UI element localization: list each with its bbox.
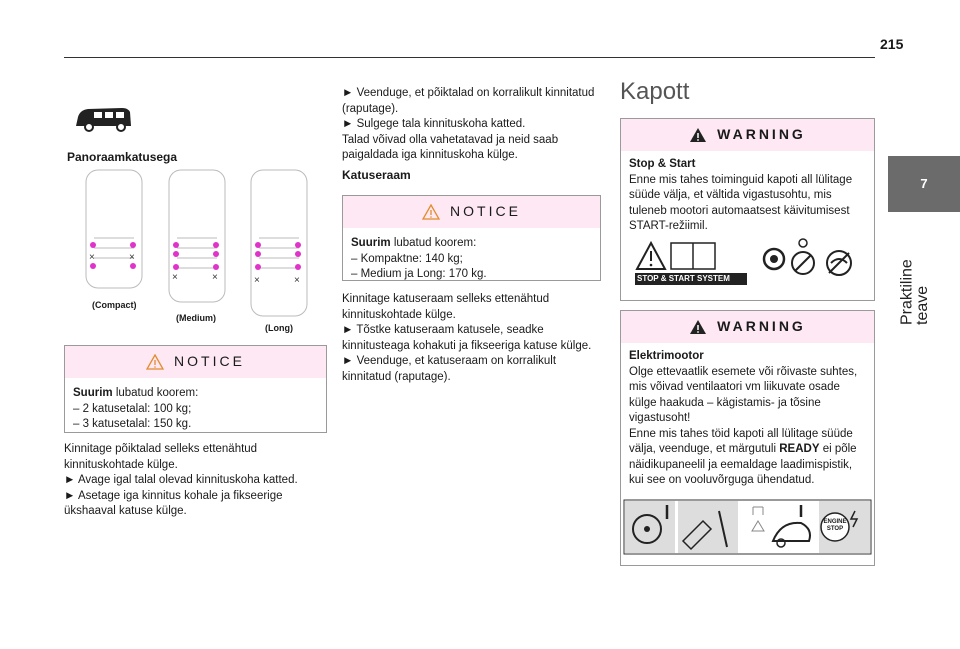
- warning-title: WARNING: [717, 126, 806, 143]
- svg-text:×: ×: [254, 275, 260, 286]
- stop-start-illustration: [633, 237, 861, 289]
- page-number: 215: [880, 36, 904, 52]
- svg-text:×: ×: [89, 252, 95, 263]
- warning-text: ei põle näidikupaneelil ja eemaldage laadimispistik, kui see on vooluvõrguga ühendatud.: [629, 443, 857, 486]
- warning-header: [621, 311, 874, 343]
- van-icon: [72, 104, 134, 134]
- warning-box-2: [620, 310, 875, 566]
- paragraph: Talad võivad olla vahetatavad ja neid saab paigaldada iga kinnituskoha külge.: [342, 133, 559, 161]
- warning-header: [621, 119, 874, 151]
- svg-text:×: ×: [294, 275, 300, 286]
- notice-title: NOTICE: [450, 203, 521, 220]
- label-compact: (Compact): [92, 300, 137, 310]
- warning-triangle-icon: [146, 354, 164, 370]
- paragraph: ► Tõstke katuseraam katusele, seadke kinnitusteaga kohakuti ja fikseeriga katuse külge.: [342, 324, 592, 352]
- notice-title: NOTICE: [174, 353, 245, 370]
- notice-line: – Medium ja Long: 170 kg.: [351, 268, 487, 280]
- notice-header: [65, 346, 326, 378]
- stop-start-badge: STOP & START SYSTEM: [637, 274, 730, 283]
- paragraph: Kinnitage põiktalad selleks ettenähtud kinnituskohtade külge.: [64, 443, 258, 471]
- notice-bold: Suurim: [73, 387, 113, 399]
- paragraph: ► Veenduge, et põiktalad on korralikult kinnitatud (raputage).: [342, 87, 595, 115]
- header-rule: [64, 57, 875, 58]
- chapter-tab[interactable]: 7: [888, 156, 960, 212]
- engine-stop-button: ENGINE STOP: [823, 519, 847, 532]
- katuseraam-heading: Katuseraam: [342, 168, 411, 182]
- notice-line: – 2 katusetalal: 100 kg;: [73, 402, 192, 415]
- warning-box-1: [620, 118, 875, 301]
- section-title: Kapott: [620, 78, 690, 105]
- label-medium: (Medium): [176, 313, 216, 323]
- notice-text: lubatud koorem:: [390, 237, 477, 249]
- paragraph: ► Asetage iga kinnitus kohale ja fikseerige ükshaaval katuse külge.: [64, 489, 283, 517]
- warning-subtitle: Stop & Start: [629, 158, 696, 170]
- paragraph: ► Avage igal talal olevad kinnituskoha katted.: [64, 474, 298, 486]
- panorama-heading: Panoraamkatusega: [67, 150, 178, 164]
- warning-triangle-icon: [689, 319, 707, 335]
- svg-text:×: ×: [172, 272, 178, 283]
- warning-triangle-icon: [422, 204, 440, 220]
- paragraph: ► Sulgege tala kinnituskoha katted.: [342, 118, 526, 130]
- electric-motor-illustration: [623, 499, 872, 555]
- notice-text: lubatud koorem:: [112, 387, 199, 399]
- svg-text:×: ×: [212, 272, 218, 283]
- warning-text: Enne mis tahes töid kapoti all lülitage süüde välja, veenduge, et märgutuli: [629, 427, 853, 455]
- paragraph: Kinnitage katuseraam selleks ettenähtud kinnituskohtade külge.: [342, 293, 550, 321]
- svg-text:×: ×: [129, 252, 135, 263]
- notice-line: – Kompaktne: 140 kg;: [351, 252, 463, 265]
- chapter-title: Praktiline teave: [898, 259, 931, 325]
- paragraph: ► Veenduge, et katuseraam on korralikult kinnitatud (raputage).: [342, 355, 557, 383]
- notice-box-1: [64, 345, 327, 433]
- notice-line: – 3 katusetalal: 150 kg.: [73, 418, 192, 430]
- warning-title: WARNING: [717, 318, 806, 335]
- notice-bold: Suurim: [351, 237, 391, 249]
- warning-text: Enne mis tahes toiminguid kapoti all lülitage süüde välja, et vältida vigastusohtu, mis tuleneb mootori automaatsest käivitumisest START-režiimil.: [629, 173, 853, 232]
- label-long: (Long): [265, 323, 293, 333]
- warning-triangle-icon: [689, 127, 707, 143]
- notice-header: [343, 196, 600, 228]
- notice-box-2: [342, 195, 601, 281]
- ready-label: READY: [779, 443, 820, 455]
- warning-text: Olge ettevaatlik esemete või rõivaste suhtes, mis võivad ventilaatori vm liikuvate osade külge haakuda – kägistamis- ja tõsine vigastusoht!: [629, 365, 858, 424]
- warning-subtitle: Elektrimootor: [629, 350, 704, 362]
